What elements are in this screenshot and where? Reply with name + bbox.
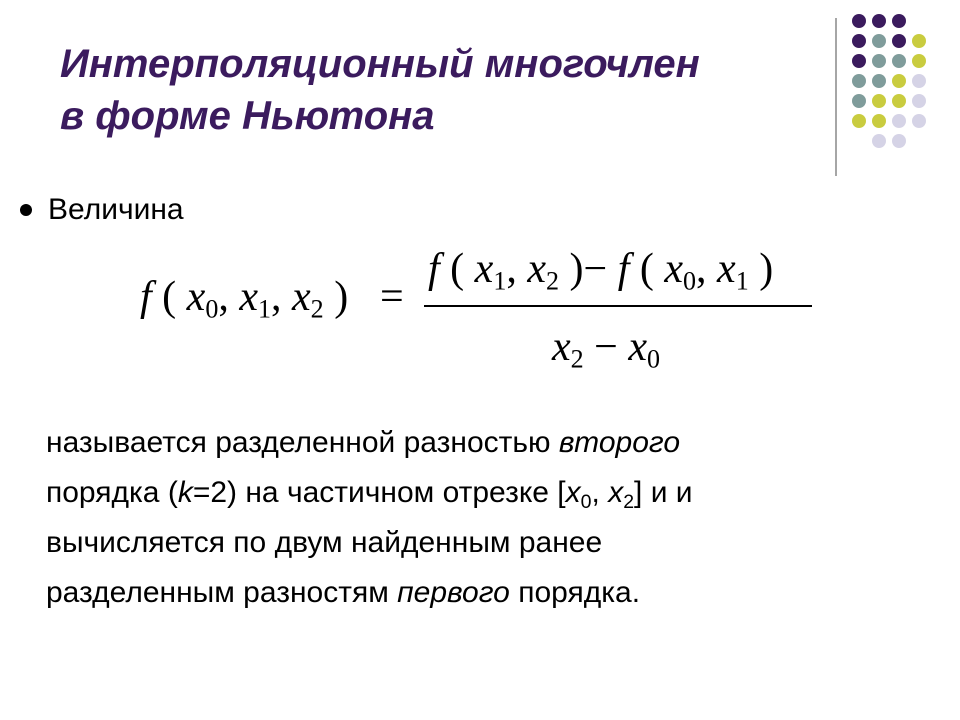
explanation-paragraph [46,418,926,618]
decor-dot [872,54,886,68]
decor-dot [912,114,926,128]
decor-dot [892,14,906,28]
decor-dot [872,114,886,128]
decor-dot [892,134,906,148]
paragraph-line-4: разделенным разностям первого порядка. [46,576,641,609]
formula-equals: = [380,274,404,320]
formula-numerator: f ( $x_1$, $x_2$ )− f ( $x_0$, $x_1$ ) [428,246,774,296]
decor-dot [852,54,866,68]
divided-difference-formula [140,245,830,385]
decor-dot [912,74,926,88]
decor-dot [872,94,886,108]
fraction-bar [424,305,812,307]
decor-dot [852,14,866,28]
decor-dot [872,134,886,148]
decor-dot [852,114,866,128]
bullet-dot-icon [20,204,32,216]
decor-dot [872,14,886,28]
decor-dot [892,34,906,48]
decor-dot [852,94,866,108]
decor-dot [892,74,906,88]
formula-lhs: f ( $x_0$, $x_1$, $x_2$ ) [140,274,349,324]
paragraph-line-2: порядка (k=2) на частичном отрезке [$x_0$, $x_2$] и и [46,476,693,513]
decor-dot [892,114,906,128]
decor-dot [872,34,886,48]
paragraph-line-3: вычисляется по двум найденным ранее [46,526,603,559]
paragraph-line-1: называется разделенной разностью второго [46,426,681,459]
decor-dot [912,94,926,108]
decorative-divider [835,18,837,176]
decor-dot [892,94,906,108]
decorative-dot-grid [852,14,948,154]
bullet-text: Величина [48,193,184,226]
decor-dot [912,54,926,68]
formula-denominator: $x_2 - x_0$ [552,324,661,374]
decor-dot [852,74,866,88]
title-line-2: в форме Ньютона [60,94,435,138]
title-line-1: Интерполяционный многочлен [60,42,700,86]
decor-dot [852,34,866,48]
decor-dot [892,54,906,68]
slide-title [60,38,820,142]
decor-dot [872,74,886,88]
decor-dot [912,34,926,48]
